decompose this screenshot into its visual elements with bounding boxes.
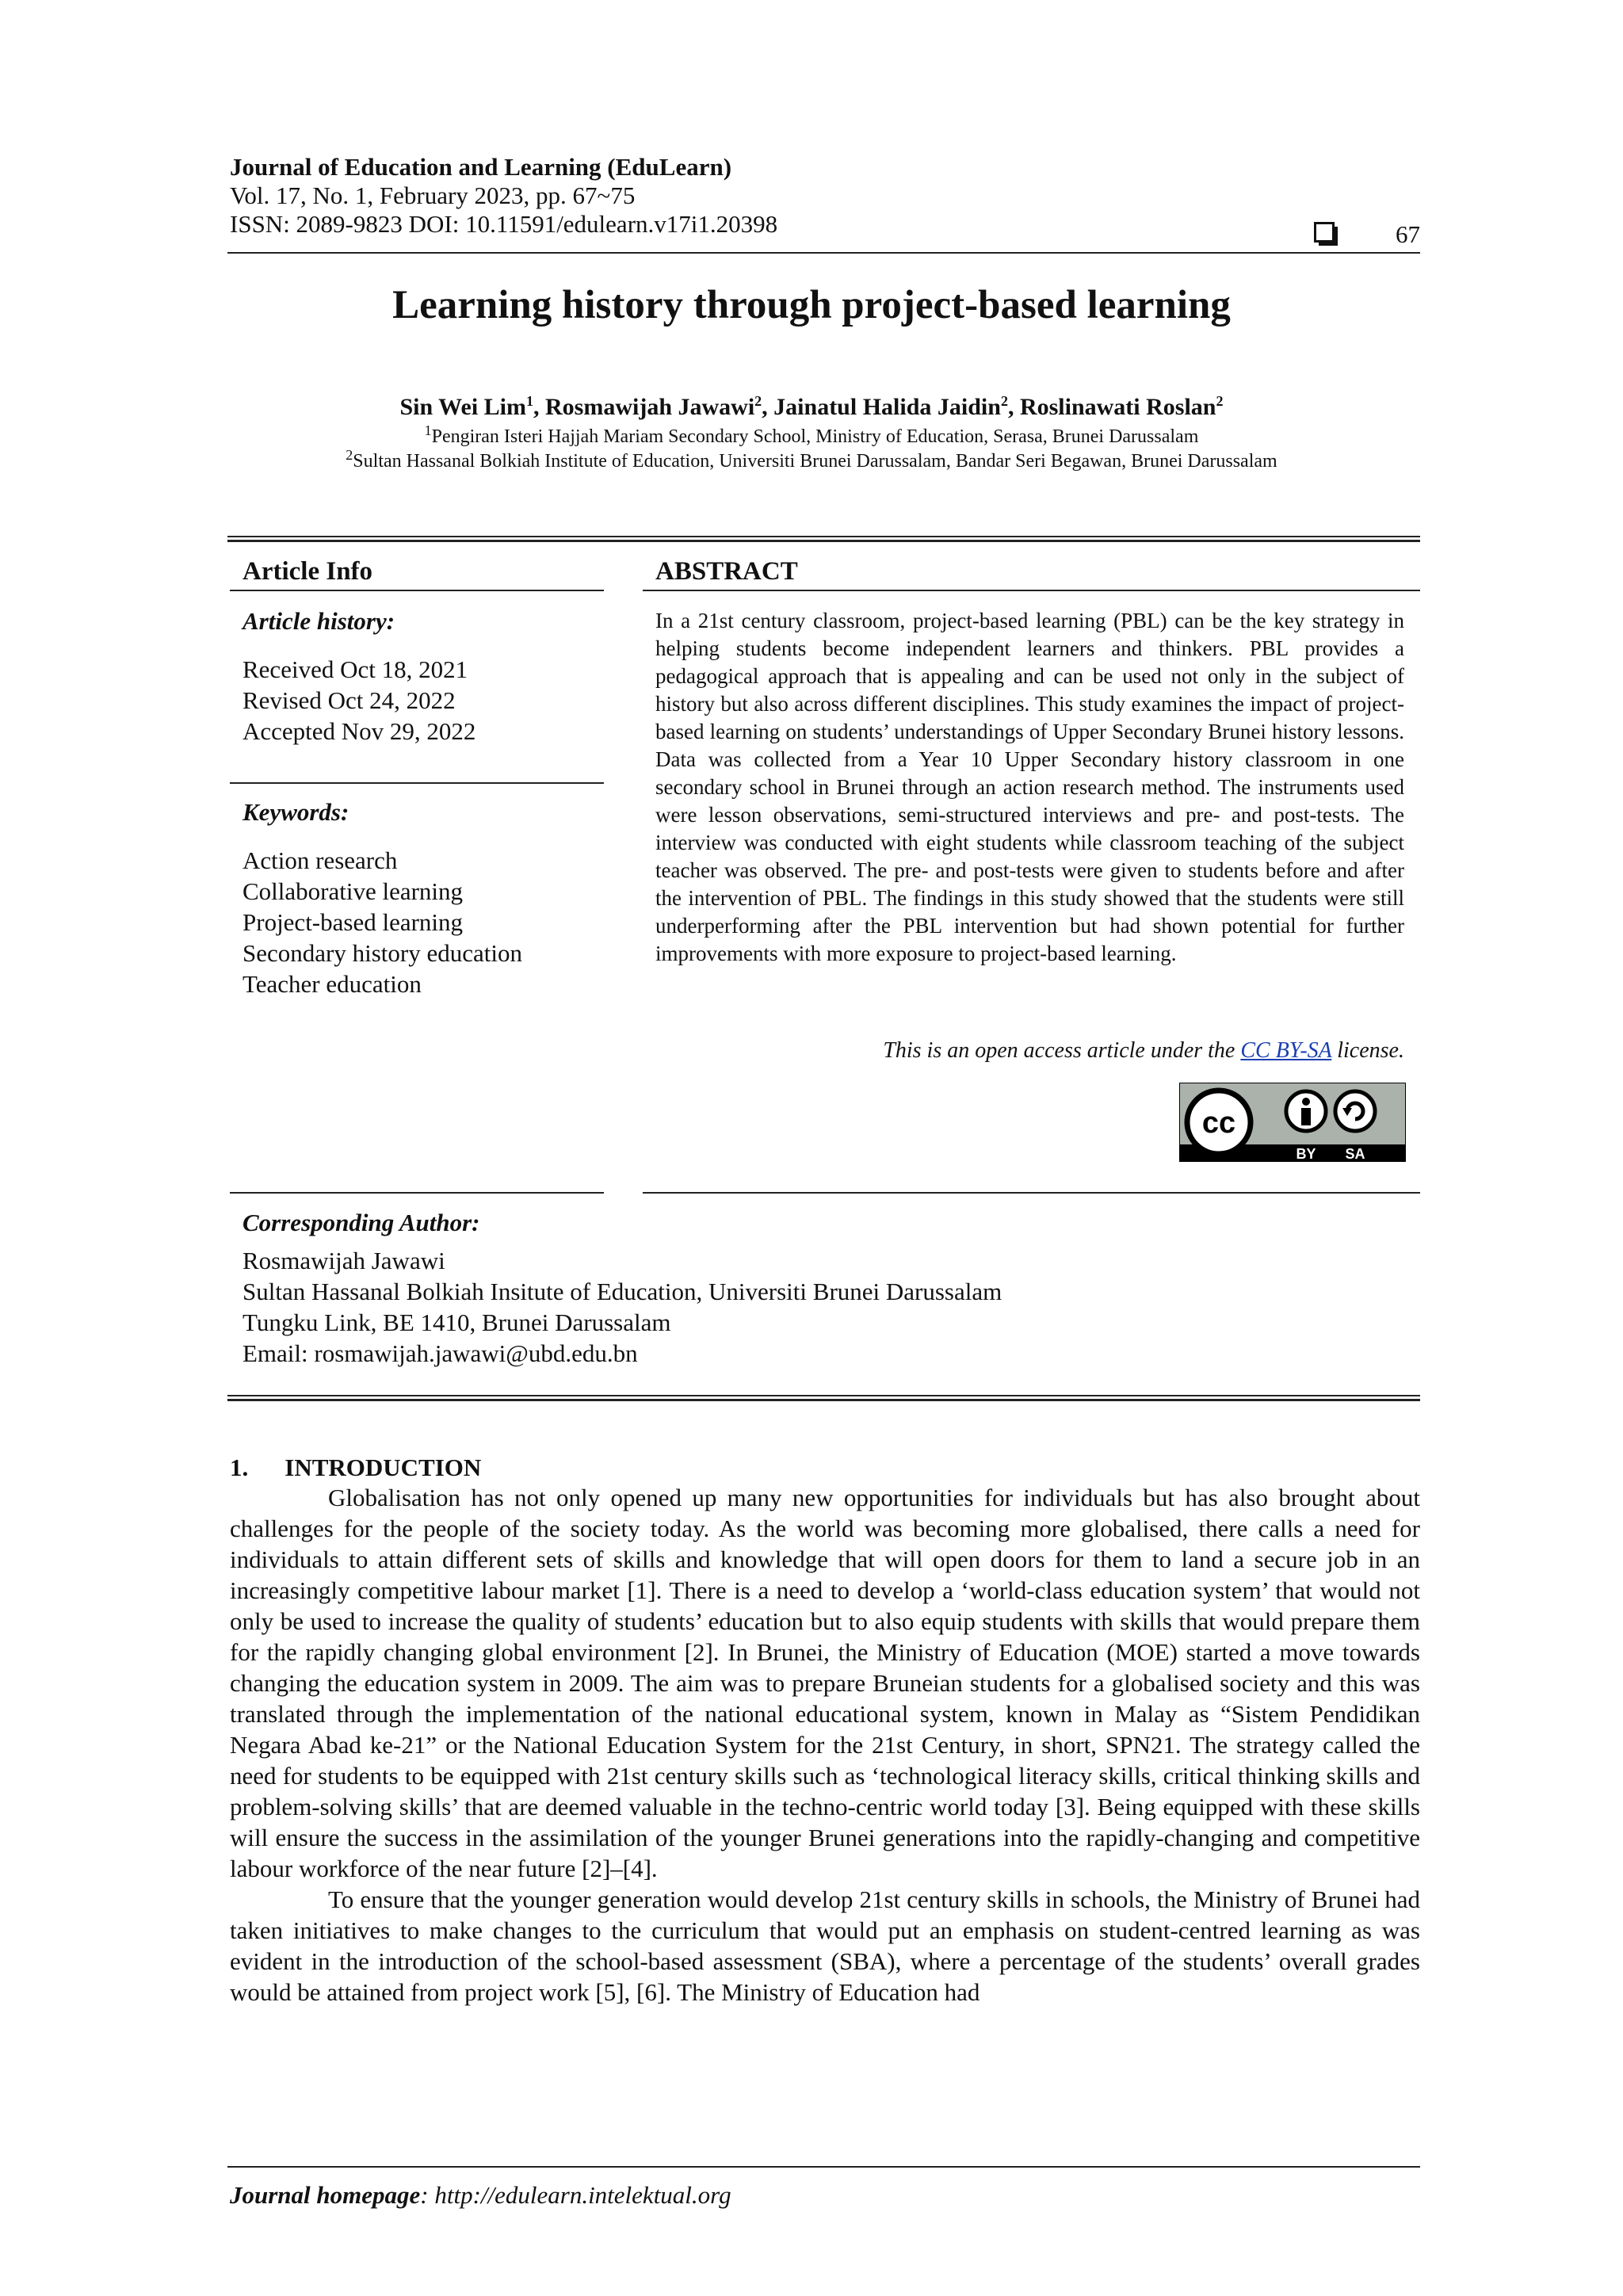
abstract-heading: ABSTRACT <box>655 557 798 586</box>
corresponding-email: Email: rosmawijah.jawawi@ubd.edu.bn <box>242 1339 638 1367</box>
cc-icon: cc <box>1201 1106 1236 1140</box>
header-rule <box>227 252 1420 254</box>
author-name: Jainatul Halida Jaidin <box>773 394 1001 420</box>
article-history-label: Article history: <box>242 607 395 635</box>
badge-by-label: BY <box>1296 1146 1316 1162</box>
keyword-item: Action research <box>242 846 398 874</box>
badge-sa-label: SA <box>1345 1146 1365 1162</box>
keywords-rule <box>230 782 604 784</box>
introduction-heading: 1. INTRODUCTION <box>230 1454 482 1481</box>
corresponding-author-label: Corresponding Author: <box>242 1209 480 1236</box>
author-list: Sin Wei Lim$^1$, Rosmawijah Jawawi$^2$, Jainatul Halida Jaidin$^2$, Roslinawati Roslan$^2$ <box>399 393 1224 420</box>
abstract-text: In a 21st century classroom, project-based learning (PBL) can be the key strategy in helping students become independent learners and thinkers. PBL provides a pedagogical approach that is appealing and can be used not only in the subject of history but also across different disciplines. This study examines the impact of project-based learning on students’ understandings of Upper Secondary Brunei history lessons. Data was collected from a Year 10 Upper Secondary history classroom in one secondary school in Brunei through an action research method. The instruments used were lesson observations, semi-structured interviews and pre- and post-tests. The interview was conducted with eight students while classroom teaching of the subject teacher was observed. The pre- and post-tests were given to students before and after the intervention of PBL. The findings in this study showed that the students were still underperforming after the PBL intervention but had shown potential for further improvements with more exposure to project-based learning. <box>655 609 1404 965</box>
corresponding-address: Tungku Link, BE 1410, Brunei Darussalam <box>242 1308 671 1336</box>
received-date: Received Oct 18, 2021 <box>242 655 468 683</box>
keyword-item: Project-based learning <box>242 908 464 936</box>
keyword-list <box>242 845 522 999</box>
cc-by-sa-link[interactable]: CC BY-SA <box>1240 1038 1332 1063</box>
author-name: Sin Wei Lim <box>399 394 526 420</box>
introduction-body <box>230 1482 1420 2008</box>
cc-by-sa-badge <box>1179 1083 1406 1162</box>
info-top-rule-thick <box>227 540 1420 542</box>
abstract-rule <box>643 590 1420 591</box>
by-person-icon <box>1302 1098 1310 1106</box>
page-number: 67 <box>1396 220 1420 248</box>
corresponding-name: Rosmawijah Jawawi <box>242 1247 445 1274</box>
paper-title: Learning history through project-based learning <box>392 283 1231 327</box>
paragraph: To ensure that the younger generation would develop 21st century skills in schools, the Ministry of Brunei had taken initiatives to make changes to the curriculum that would put an emphasis on student-centred learning as was evident in the introduction of the school-based assessment (SBA), where a percentage of the students’ overall grades would be attained from project work [5], [6]. The Ministry of Education had <box>230 1885 1420 2006</box>
info-bottom-rule-right <box>643 1192 1420 1194</box>
affiliation-1: $^1$Pengiran Isteri Hajjah Mariam Secondary School, Ministry of Education, Serasa, Brunei Darussalam <box>424 422 1199 447</box>
sa-share-icon <box>1335 1091 1375 1131</box>
author-affiliation-mark: 2 <box>754 393 762 409</box>
keyword-item: Collaborative learning <box>242 877 464 905</box>
homepage-url[interactable]: : http://edulearn.intelektual.org <box>420 2181 731 2209</box>
revised-date: Revised Oct 24, 2022 <box>242 686 456 714</box>
info-bottom-rule <box>227 1395 1420 1396</box>
author-name: Rosmawijah Jawawi <box>545 394 755 420</box>
journal-volume: Vol. 17, No. 1, February 2023, pp. 67~75 <box>230 181 636 209</box>
keyword-item: Secondary history education <box>242 939 522 967</box>
corresponding-author-details <box>242 1245 1002 1369</box>
info-bottom-rule-left <box>230 1192 604 1194</box>
author-affiliation-mark: 2 <box>1216 393 1224 409</box>
info-bottom-rule-thick <box>227 1399 1420 1401</box>
info-top-rule <box>227 536 1420 537</box>
journal-homepage: Journal homepage: http://edulearn.intelektual.org <box>230 2181 731 2209</box>
license-line: This is an open access article under the CC BY-SA license. <box>883 1038 1404 1063</box>
keyword-item: Teacher education <box>242 970 422 998</box>
journal-issn-doi: ISSN: 2089-9823 DOI: 10.11591/edulearn.v17i1.20398 <box>230 210 778 238</box>
author-affiliation-mark: 1 <box>526 393 533 409</box>
page-box-icon <box>1314 222 1335 243</box>
author-name: Roslinawati Roslan <box>1019 394 1216 420</box>
journal-name: Journal of Education and Learning (EduLearn) <box>230 153 732 181</box>
article-info-rule <box>230 590 604 591</box>
keywords-label: Keywords: <box>242 798 349 826</box>
footer-rule <box>227 2166 1420 2168</box>
corresponding-institution: Sultan Hassanal Bolkiah Insitute of Education, Universiti Brunei Darussalam <box>242 1278 1002 1305</box>
article-info-heading: Article Info <box>242 557 373 586</box>
author-affiliation-mark: 2 <box>1000 393 1008 409</box>
paragraph: Globalisation has not only opened up many new opportunities for individuals but has also brought about challenges for the people of the society today. As the world was becoming more globalised, there calls a need for individuals to attain different sets of skills and knowledge that will open doors for them to land a secure job in an increasingly competitive labour market [1]. There is a need to develop a ‘world-class education system’ that would not only be used to increase the quality of students’ education but to also equip students with skills that would prepare them for the rapidly changing global environment [2]. In Brunei, the Ministry of Education (MOE) started a move towards changing the education system in 2009. The aim was to prepare Bruneian students for a globalised society and this was translated through the implementation of the national educational system, known in Malay as “Sistem Pendidikan Negara Abad ke-21” or the National Education System for the 21st Century, in short, SPN21. The strategy called the need for students to be equipped with 21st century skills such as ‘technological literacy skills, critical thinking skills and problem-solving skills’ that are deemed valuable in the techno-centric world today [3]. Being equipped with these skills will ensure the success in the assimilation of the younger Brunei generations into the rapidly-changing and competitive labour workforce of the near future [2]–[4]. <box>230 1484 1420 1882</box>
accepted-date: Accepted Nov 29, 2022 <box>242 717 476 745</box>
affiliation-2: $^2$Sultan Hassanal Bolkiah Institute of Education, Universiti Brunei Darussalam, Bandar Seri Begawan, Brunei Darussalam <box>346 447 1277 472</box>
